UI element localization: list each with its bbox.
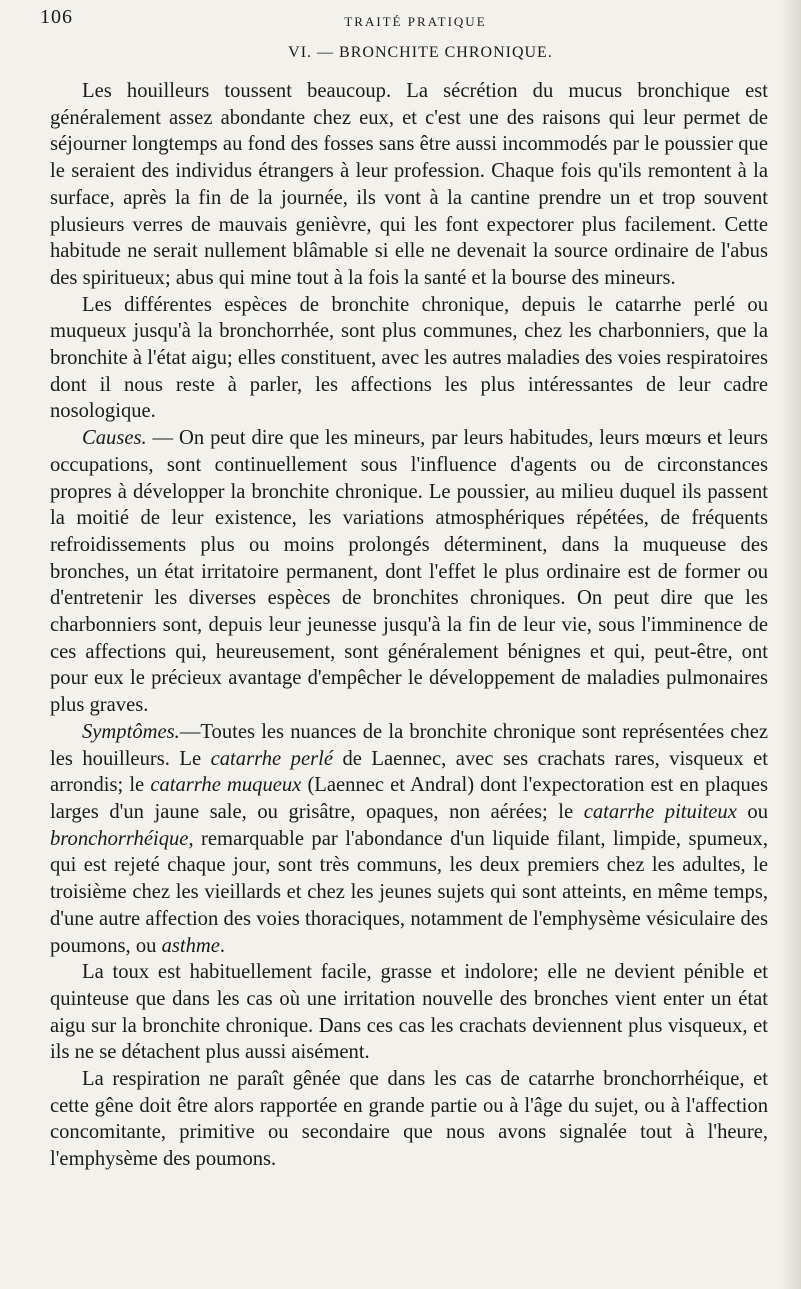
page-number: 106: [40, 6, 73, 28]
section-lead: Symptômes.: [82, 720, 180, 743]
paragraph: [50, 719, 768, 959]
chapter-heading: VI. — BRONCHITE CHRONIQUE.: [288, 44, 553, 61]
text-segment: de Laennec, avec ses crachats rares, visqueux et arrondis; le: [50, 747, 769, 797]
paragraph: [50, 1066, 768, 1173]
text-segment: ou: [736, 800, 768, 823]
section-lead: Causes.: [82, 427, 147, 450]
text-segment: La respiration ne paraît gênée que dans les cas de catarrhe bronchorrhéique, et cette gêne doit être alors rapportée en grande partie ou à l'âge du sujet, ou à l'affection concomitante, primitive ou secondaire que nous avons signalée tout à l'heure, l'emphysème des poumons.: [50, 1068, 768, 1171]
paragraph: [50, 959, 768, 1066]
italic-term: catarrhe perlé: [210, 747, 333, 770]
running-head: TRAITÉ PRATIQUE: [344, 14, 487, 29]
text-segment: —Toutes les nuances de la bronchite chronique sont représentées chez les houilleurs. Le: [50, 720, 768, 770]
paragraph: [50, 78, 768, 292]
italic-term: bronchorrhéique: [50, 827, 189, 850]
text-segment: La toux est habituellement facile, grasse et indolore; elle ne devient pénible et quinteuse que dans les cas où une irritation nouvelle des bronches vient enter un état aigu sur la bronchite chronique. Dans ces cas les crachats deviennent plus visqueux, et ils ne se détachent plus aussi aisément.: [50, 961, 768, 1064]
italic-term: catarrhe pituiteux: [583, 800, 737, 823]
text-segment: (Laennec et Andral) dont l'expectoration est en plaques larges d'un jaune sale, ou grisâtre, opaques, non aérées; le: [50, 774, 768, 823]
italic-term: asthme: [161, 934, 220, 957]
text-segment: — On peut dire que les mineurs, par leurs habitudes, leurs mœurs et leurs occupations, sont continuellement sous l'influence d'agents ou de circonstances propres à développer la bronchite chronique. Le poussier, au milieu duquel ils passent la moitié de leur existence, les variations atmosphériques répétées, de fréquents refroidissements plus ou moins prolongés déterminent, dans la muqueuse des bronches, un état irritatoire permanent, dont l'effet le plus ordinaire est de former ou d'entretenir les diverses espèces de bronchites chroniques. On peut dire que les charbonniers sont, depuis leur jeunesse jusqu'à la fin de leur vie, sous l'imminence de ces affections qui, heureusement, sont généralement bénignes et qui, peut-être, ont pour eux le précieux avantage d'empêcher le développement de maladies pulmonaires plus graves.: [50, 427, 768, 717]
text-segment: Les différentes espèces de bronchite chronique, depuis le catarrhe perlé ou muqueux jusqu'à la bronchorrhée, sont plus communes, chez les charbonniers, que la bronchite à l'état aigu; elles constituent, avec les autres maladies des voies respiratoires dont il nous reste à parler, les affections les plus intéressantes de leur cadre nosologique.: [50, 293, 768, 423]
body-text: [50, 78, 768, 1173]
italic-term: catarrhe muqueux: [150, 774, 302, 797]
text-segment: , remarquable par l'abondance d'un liquide filant, limpide, spumeux, qui est rejeté chaque jour, sont très communs, les deux premiers chez les adultes, le troisième chez les vieillards et chez les jeunes sujets qui sont atteints, en même temps, d'une autre affection des voies thoraciques, notamment de l'emphysème vésiculaire des poumons, ou: [50, 827, 768, 957]
text-segment: .: [219, 934, 226, 957]
paragraph: [50, 292, 768, 426]
paragraph: [50, 425, 768, 719]
page-edge-shadow: [779, 0, 801, 1289]
text-segment: Les houilleurs toussent beaucoup. La sécrétion du mucus bronchique est généralement assez abondante chez eux, et c'est une des raisons qui leur permet de séjourner longtemps au fond des fosses sans être aussi incommodés par le poussier que le seraient des individus étrangers à leur profession. Chaque fois qu'ils remontent à la surface, après la fin de la journée, ils vont à la cantine prendre un et trop souvent plusieurs verres de mauvais genièvre, qui les font expectorer plus facilement. Cette habitude ne serait nullement blâmable si elle ne devenait la source ordinaire de l'abus des spiritueux; abus qui mine tout à la fois la santé et la bourse des mineurs.: [50, 80, 768, 289]
